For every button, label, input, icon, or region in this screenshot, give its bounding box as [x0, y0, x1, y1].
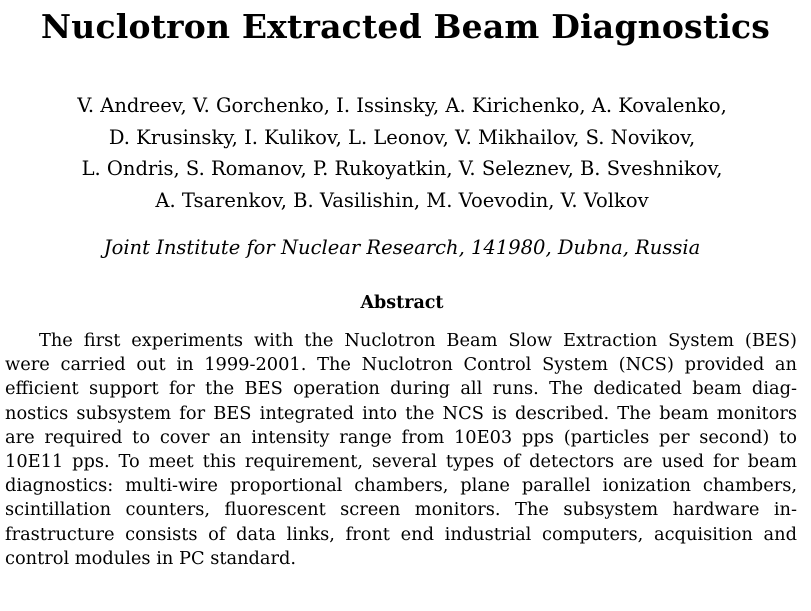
abstract-line: 10E11 pps. To meet this requirement, several types of detectors are used for beam [5, 451, 797, 473]
paper-title: Nuclotron Extracted Beam Diagnostics [40, 7, 771, 46]
author-list [0, 90, 804, 216]
abstract-line: efficient support for the BES operation during all runs. The dedicated beam diag- [5, 378, 797, 400]
author-line: V. Andreev, V. Gorchenko, I. Issinsky, A. Kirichenko, A. Kovalenko, [77, 94, 727, 117]
abstract-line: control modules in PC standard. [5, 547, 297, 569]
abstract-body [5, 329, 797, 571]
abstract-line: The first experiments with the Nuclotron Beam Slow Extraction System (BES) [39, 330, 797, 351]
abstract-heading: Abstract [360, 293, 444, 313]
abstract-line: nostics subsystem for BES integrated into the NCS is described. The beam monitors [5, 402, 797, 424]
abstract-line: scintillation counters, fluorescent screen monitors. The subsystem hardware in- [5, 499, 797, 521]
author-line: A. Tsarenkov, B. Vasilishin, M. Voevodin, V. Volkov [155, 188, 649, 212]
author-line: L. Ondris, S. Romanov, P. Rukoyatkin, V. Seleznev, B. Sveshnikov, [81, 157, 723, 180]
abstract-line: are required to cover an intensity range from 10E03 pps (particles per second) to [5, 426, 797, 448]
author-line: D. Krusinsky, I. Kulikov, L. Leonov, V. Mikhailov, S. Novikov, [108, 125, 696, 149]
abstract-line: diagnostics: multi-wire proportional chambers, plane parallel ionization chambers, [5, 475, 797, 497]
affiliation: Joint Institute for Nuclear Research, 141980, Dubna, Russia [103, 236, 701, 259]
abstract-line: frastructure consists of data links, front end industrial computers, acquisition and [5, 523, 797, 545]
abstract-line: were carried out in 1999-2001. The Nuclotron Control System (NCS) provided an [5, 354, 797, 376]
